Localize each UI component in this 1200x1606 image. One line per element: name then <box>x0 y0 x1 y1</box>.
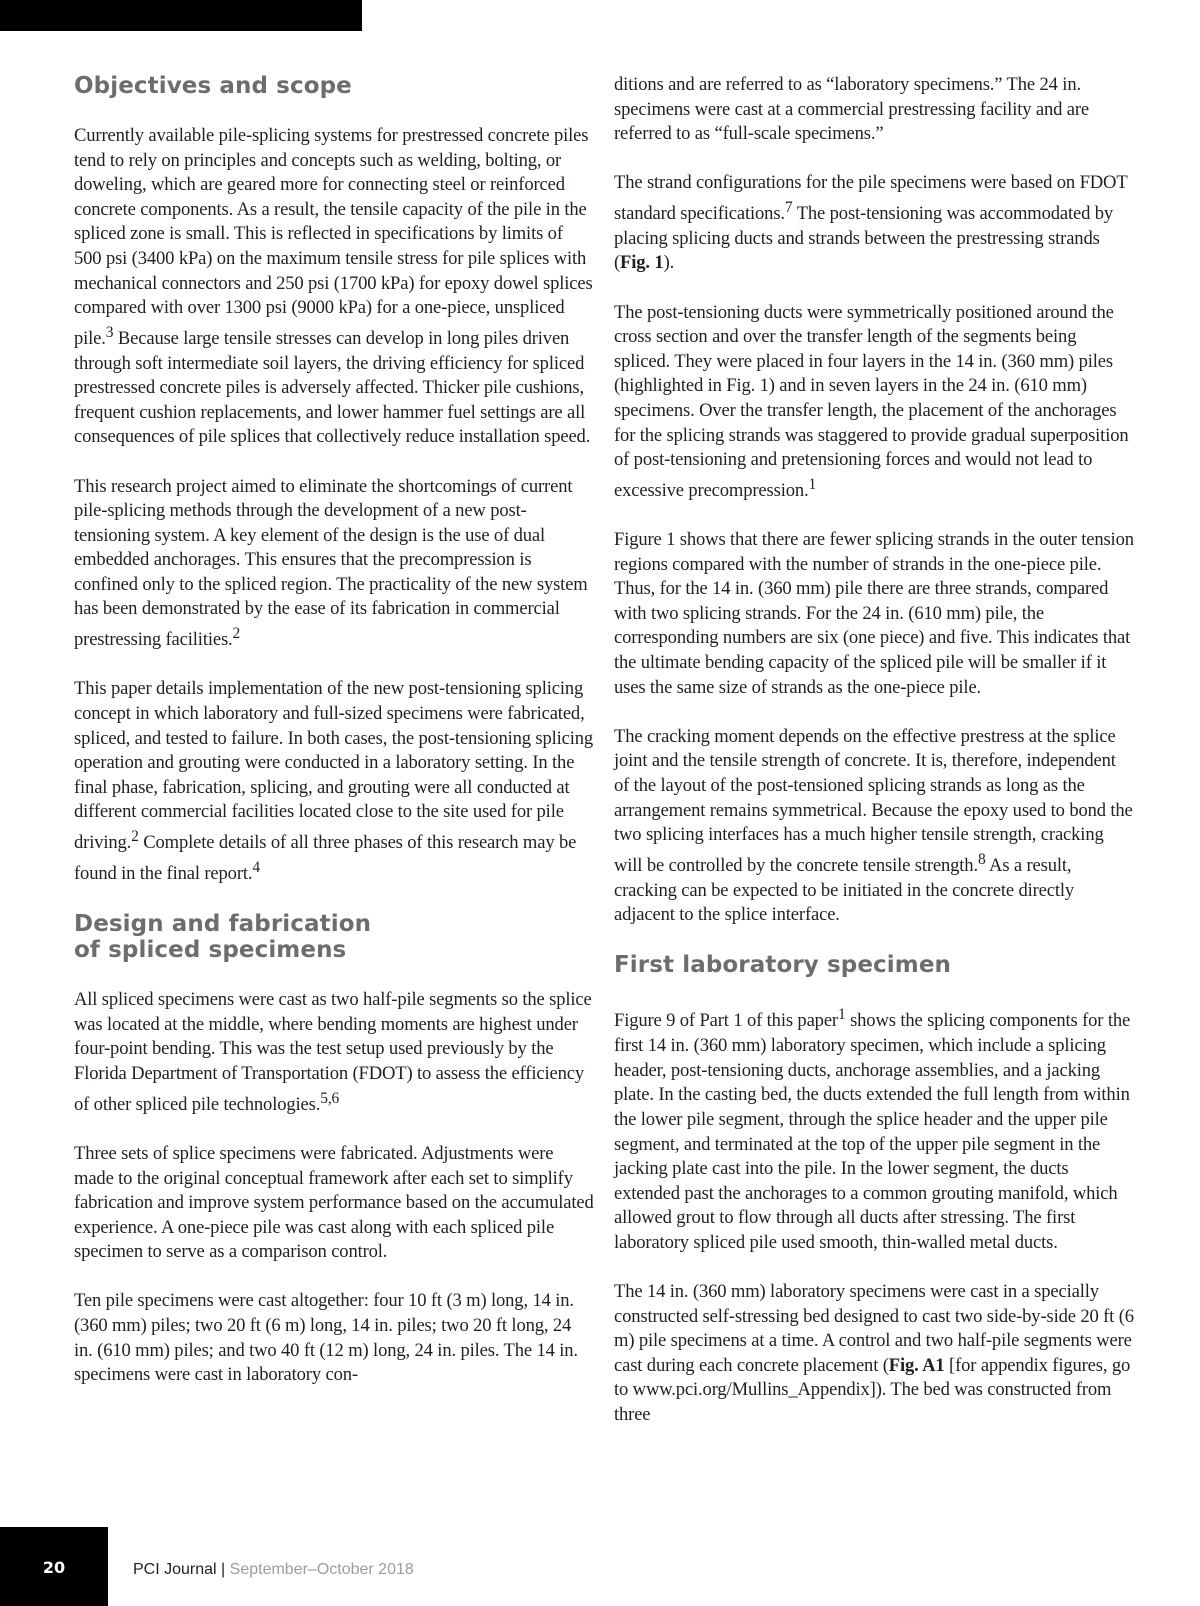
reference-superscript: 4 <box>252 858 260 876</box>
reference-superscript: 2 <box>232 625 241 643</box>
paragraph: This research project aimed to eliminate the shortcomings of current pile-splicing methods through the development of a new post-tensioning system. A key element of the design is the use of dual embedded anchorages. This ensures that the precompression is confined only to the spliced region. The practicality of the new system has been demonstrated by the ease of its fabrication in commercial prestressing facilities.$^2$ <box>74 475 588 651</box>
right-column <box>614 73 1134 1452</box>
paragraph: The strand configurations for the pile specimens were based on FDOT standard specifications.$^7$ The post-tensioning was accommodated by placing splicing ducts and strands between the prestressing strands (Fig. 1). <box>614 172 1128 274</box>
paragraph: All spliced specimens were cast as two half-pile segments so the splice was located at the middle, where bending moments are highest under four-point bending. This was the test setup used previously by the Florida Department of Transportation (FDOT) to assess the efficiency of other spliced pile technologies.$^{5,6}$ <box>74 989 592 1115</box>
figure-reference: Fig. 1 <box>620 252 664 274</box>
reference-superscript: 2 <box>131 828 139 845</box>
reference-superscript: 1 <box>837 1006 846 1024</box>
reference-superscript: 5,6 <box>320 1089 340 1107</box>
journal-name: PCI Journal <box>133 1561 217 1578</box>
reference-superscript: 8 <box>977 850 986 868</box>
paragraph: This paper details implementation of the new post-tensioning splicing concept in which laboratory and full-sized specimens were fabricated, spliced, and tested to failure. In both cases, the post-tensioning splicing operation and grouting were conducted in a laboratory setting. In the final phase, fabrication, splicing, and grouting were all conducted at different commercial facilities located close to the site used for pile driving.$^2$ Complete details of all three phases of this research may be found in the final report.$^4$ <box>74 678 594 884</box>
paragraph: ditions and are referred to as “laboratory specimens.” The 24 in. specimens were cast at a commercial prestressing facility and are referred to as “full-scale specimens.” <box>614 74 1090 145</box>
paragraph: The post-tensioning ducts were symmetrically positioned around the cross section and over the transfer length of the segments being spliced. They were placed in four layers in the 14 in. (360 mm) piles (highlighted in Fig. 1) and in seven layers in the 24 in. (610 mm) specimens. Over the transfer length, the placement of the anchorages for the splicing strands was staggered to provide gradual superposition of post-tensioning and pretensioning forces and would not lead to excessive precompression.$^1$ <box>614 301 1129 501</box>
left-column <box>74 73 594 1412</box>
paragraph: Figure 1 shows that there are fewer splicing strands in the outer tension regions compared with the number of strands in the one-piece pile. Thus, for the 14 in. (360 mm) pile there are three strands, compared with two splicing strands. For the 24 in. (610 mm) pile, the corresponding numbers are six (one piece) and five. This indicates that the ultimate bending capacity of the spliced pile will be smaller if it uses the same size of strands as the one-piece pile. <box>614 529 1134 698</box>
heading-objectives-and-scope: Objectives and scope <box>74 73 352 99</box>
issue-date: September–October 2018 <box>229 1561 414 1578</box>
figure-reference: Fig. A1 <box>888 1354 945 1376</box>
heading-design-and-fabrication: Design and fabrication of spliced specimens <box>74 911 372 964</box>
paragraph: Three sets of splice specimens were fabricated. Adjustments were made to the original conceptual framework after each set to simplify fabrication and improve system performance based on the accumulated experience. A one-piece pile was cast along with each spliced pile specimen to serve as a comparison control. <box>74 1142 594 1263</box>
reference-superscript: 3 <box>105 323 114 341</box>
reference-superscript: 7 <box>784 198 793 216</box>
footer-separator: | <box>221 1561 226 1578</box>
paragraph: Ten pile specimens were cast altogether: four 10 ft (3 m) long, 14 in. (360 mm) piles; two 20 ft (6 m) long, 14 in. piles; two 20 ft long, 24 in. (610 mm) piles; and two 40 ft (12 m) long, 24 in. piles. The 14 in. specimens were cast in laboratory con- <box>74 1290 578 1386</box>
paragraph: The 14 in. (360 mm) laboratory specimens were cast in a specially constructed self-stressing bed designed to cast two side-by-side 20 ft (6 m) pile specimens at a time. A control and two half-pile segments were cast during each concrete placement (Fig. A1 [for appendix figures, go to www.pci.org/Mullins_Appendix]). The bed was constructed from three <box>614 1281 1134 1426</box>
heading-first-laboratory-specimen: First laboratory specimen <box>614 952 952 979</box>
footer-journal-info <box>133 1561 414 1579</box>
page-number: 20 <box>42 1558 66 1577</box>
paragraph: The cracking moment depends on the effective prestress at the splice joint and the tensile strength of concrete. It is, therefore, independent of the layout of the post-tensioned splicing strands as long as the arrangement remains symmetrical. Because the epoxy used to bond the two splicing interfaces has a much higher tensile strength, cracking will be controlled by the concrete tensile strength.$^8$ As a result, cracking can be expected to be initiated in the concrete directly adjacent to the splice interface. <box>614 725 1133 926</box>
top-header-bar <box>0 0 362 31</box>
reference-superscript: 1 <box>808 475 817 493</box>
paragraph: Figure 9 of Part 1 of this paper$^1$ shows the splicing components for the first 14 in. (360 mm) laboratory specimen, which include a splicing header, post-tensioning ducts, anchorage assemblies, and a jacking plate. In the casting bed, the ducts extended the full length from within the lower pile segment, through the splice header and the upper pile segment, and terminated at the top of the upper pile segment in the jacking plate cast into the pile. In the lower segment, the ducts extended past the anchorages to a common grouting manifold, which allowed grout to flow through all ducts after stressing. The first laboratory spliced pile used smooth, thin-walled metal ducts. <box>614 1006 1131 1253</box>
paragraph: Currently available pile-splicing systems for prestressed concrete piles tend to rely on principles and concepts such as welding, bolting, or doweling, which are geared more for connecting steel or reinforced concrete components. As a result, the tensile capacity of the pile in the spliced zone is small. This is reflected in specifications by limits of 500 psi (3400 kPa) on the maximum tensile stress for pile splices with mechanical connectors and 250 psi (1700 kPa) for epoxy dowel splices compared with over 1300 psi (9000 kPa) for a one-piece, unspliced pile.$^3$ Because large tensile stresses can develop in long piles driven through soft intermediate soil layers, the driving efficiency for spliced prestressed concrete piles is adversely affected. Thicker pile cushions, frequent cushion replacements, and lower hammer fuel settings are all consequences of pile splices that collectively reduce installation speed. <box>74 125 593 448</box>
